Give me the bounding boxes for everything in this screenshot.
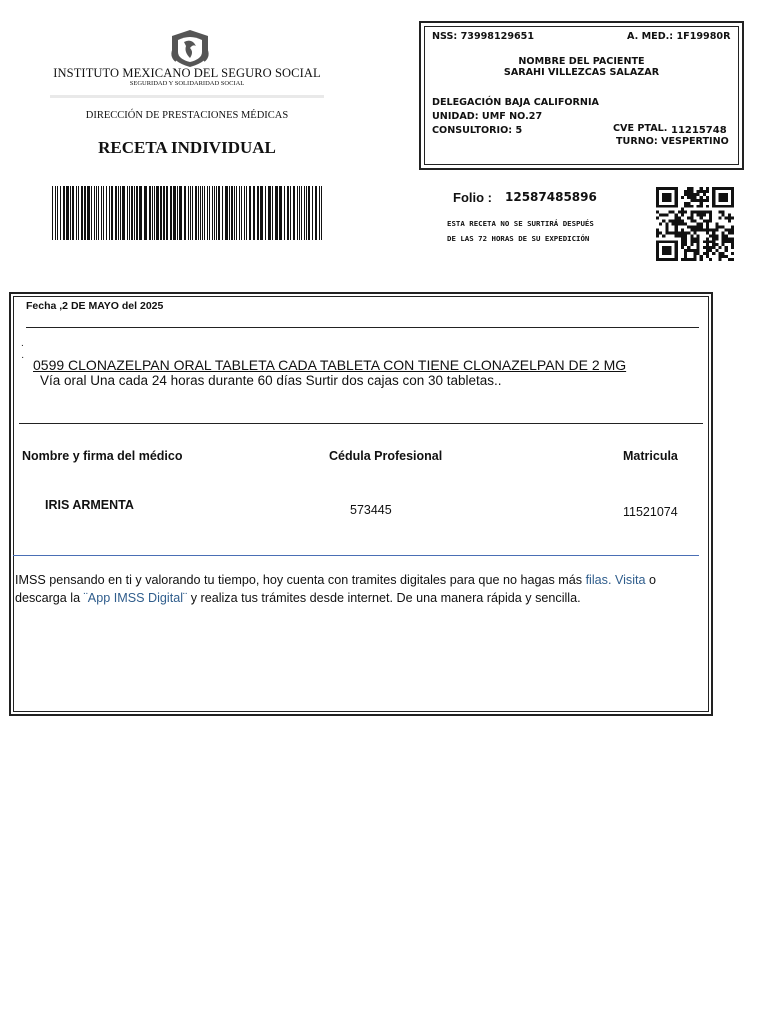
direction-label: DIRECCIÓN DE PRESTACIONES MÉDICAS (85, 110, 289, 121)
barcode-icon (52, 186, 326, 240)
doctor-name: IRIS ARMENTA (45, 498, 134, 512)
dosage-line: Vía oral Una cada 24 horas durante 60 días Surtir dos cajas con 30 tabletas.. (40, 373, 502, 388)
expiry-warning-line2: DE LAS 72 HORAS DE SU EXPEDICIÓN (447, 234, 590, 243)
app-imss-digital-link[interactable]: ¨App IMSS Digital¨ (83, 591, 188, 605)
matricula-header: Matricula (623, 449, 678, 463)
institution-name: INSTITUTO MEXICANO DEL SEGURO SOCIAL (53, 66, 321, 80)
patient-name: SARAHI VILLEZCAS SALAZAR (503, 67, 660, 78)
a-med-field: A. MED.: 1F19980R (627, 31, 731, 42)
cedula-header: Cédula Profesional (329, 449, 443, 463)
prescription-divider (19, 423, 703, 424)
header-divider (50, 95, 324, 98)
cve-ptal-value: 11215748 (671, 125, 727, 136)
unidad-field: UNIDAD: UMF NO.27 (432, 111, 543, 122)
qr-code-icon (656, 187, 734, 261)
expiry-warning-line1: ESTA RECETA NO SE SURTIRÁ DESPUÉS (447, 219, 594, 228)
bullet-mark: · (21, 352, 25, 363)
cedula-value: 573445 (350, 503, 392, 517)
notice-text: y realiza tus trámites desde internet. De una manera rápida y sencilla. (187, 591, 581, 605)
delegacion-field: DELEGACIÓN BAJA CALIFORNIA (432, 97, 599, 108)
turno-field: TURNO: VESPERTINO (616, 136, 729, 147)
patient-name-label: NOMBRE DEL PACIENTE (518, 56, 645, 67)
consultorio-field: CONSULTORIO: 5 (432, 125, 523, 136)
date-divider (26, 327, 699, 328)
bullet-mark: . (21, 338, 24, 349)
notice-text: IMSS pensando en ti y valorando tu tiempo, hoy cuenta con tramites digitales para que no hagas más (15, 573, 586, 587)
digital-services-notice (15, 571, 705, 607)
doctor-name-header: Nombre y firma del médico (22, 449, 183, 463)
medication-line: 0599 CLONAZELPAN ORAL TABLETA CADA TABLETA CON TIENE CLONAZELPAN DE 2 MG (33, 357, 627, 373)
notice-divider (13, 555, 699, 556)
matricula-value: 11521074 (623, 505, 678, 519)
filas-visita-link[interactable]: filas. Visita (585, 573, 646, 587)
folio-number: 12587485896 (505, 190, 597, 204)
nss-field: NSS: 73998129651 (432, 31, 535, 42)
cve-ptal-label: CVE PTAL. (613, 123, 668, 134)
institution-subtitle: SEGURIDAD Y SOLIDARIDAD SOCIAL (129, 80, 245, 87)
notice-text: o descarga la (15, 573, 657, 605)
imss-logo-icon (168, 28, 212, 68)
folio-label: Folio : (453, 190, 492, 205)
prescription-date: Fecha ,2 DE MAYO del 2025 (26, 300, 164, 312)
document-title: RECETA INDIVIDUAL (98, 138, 276, 157)
